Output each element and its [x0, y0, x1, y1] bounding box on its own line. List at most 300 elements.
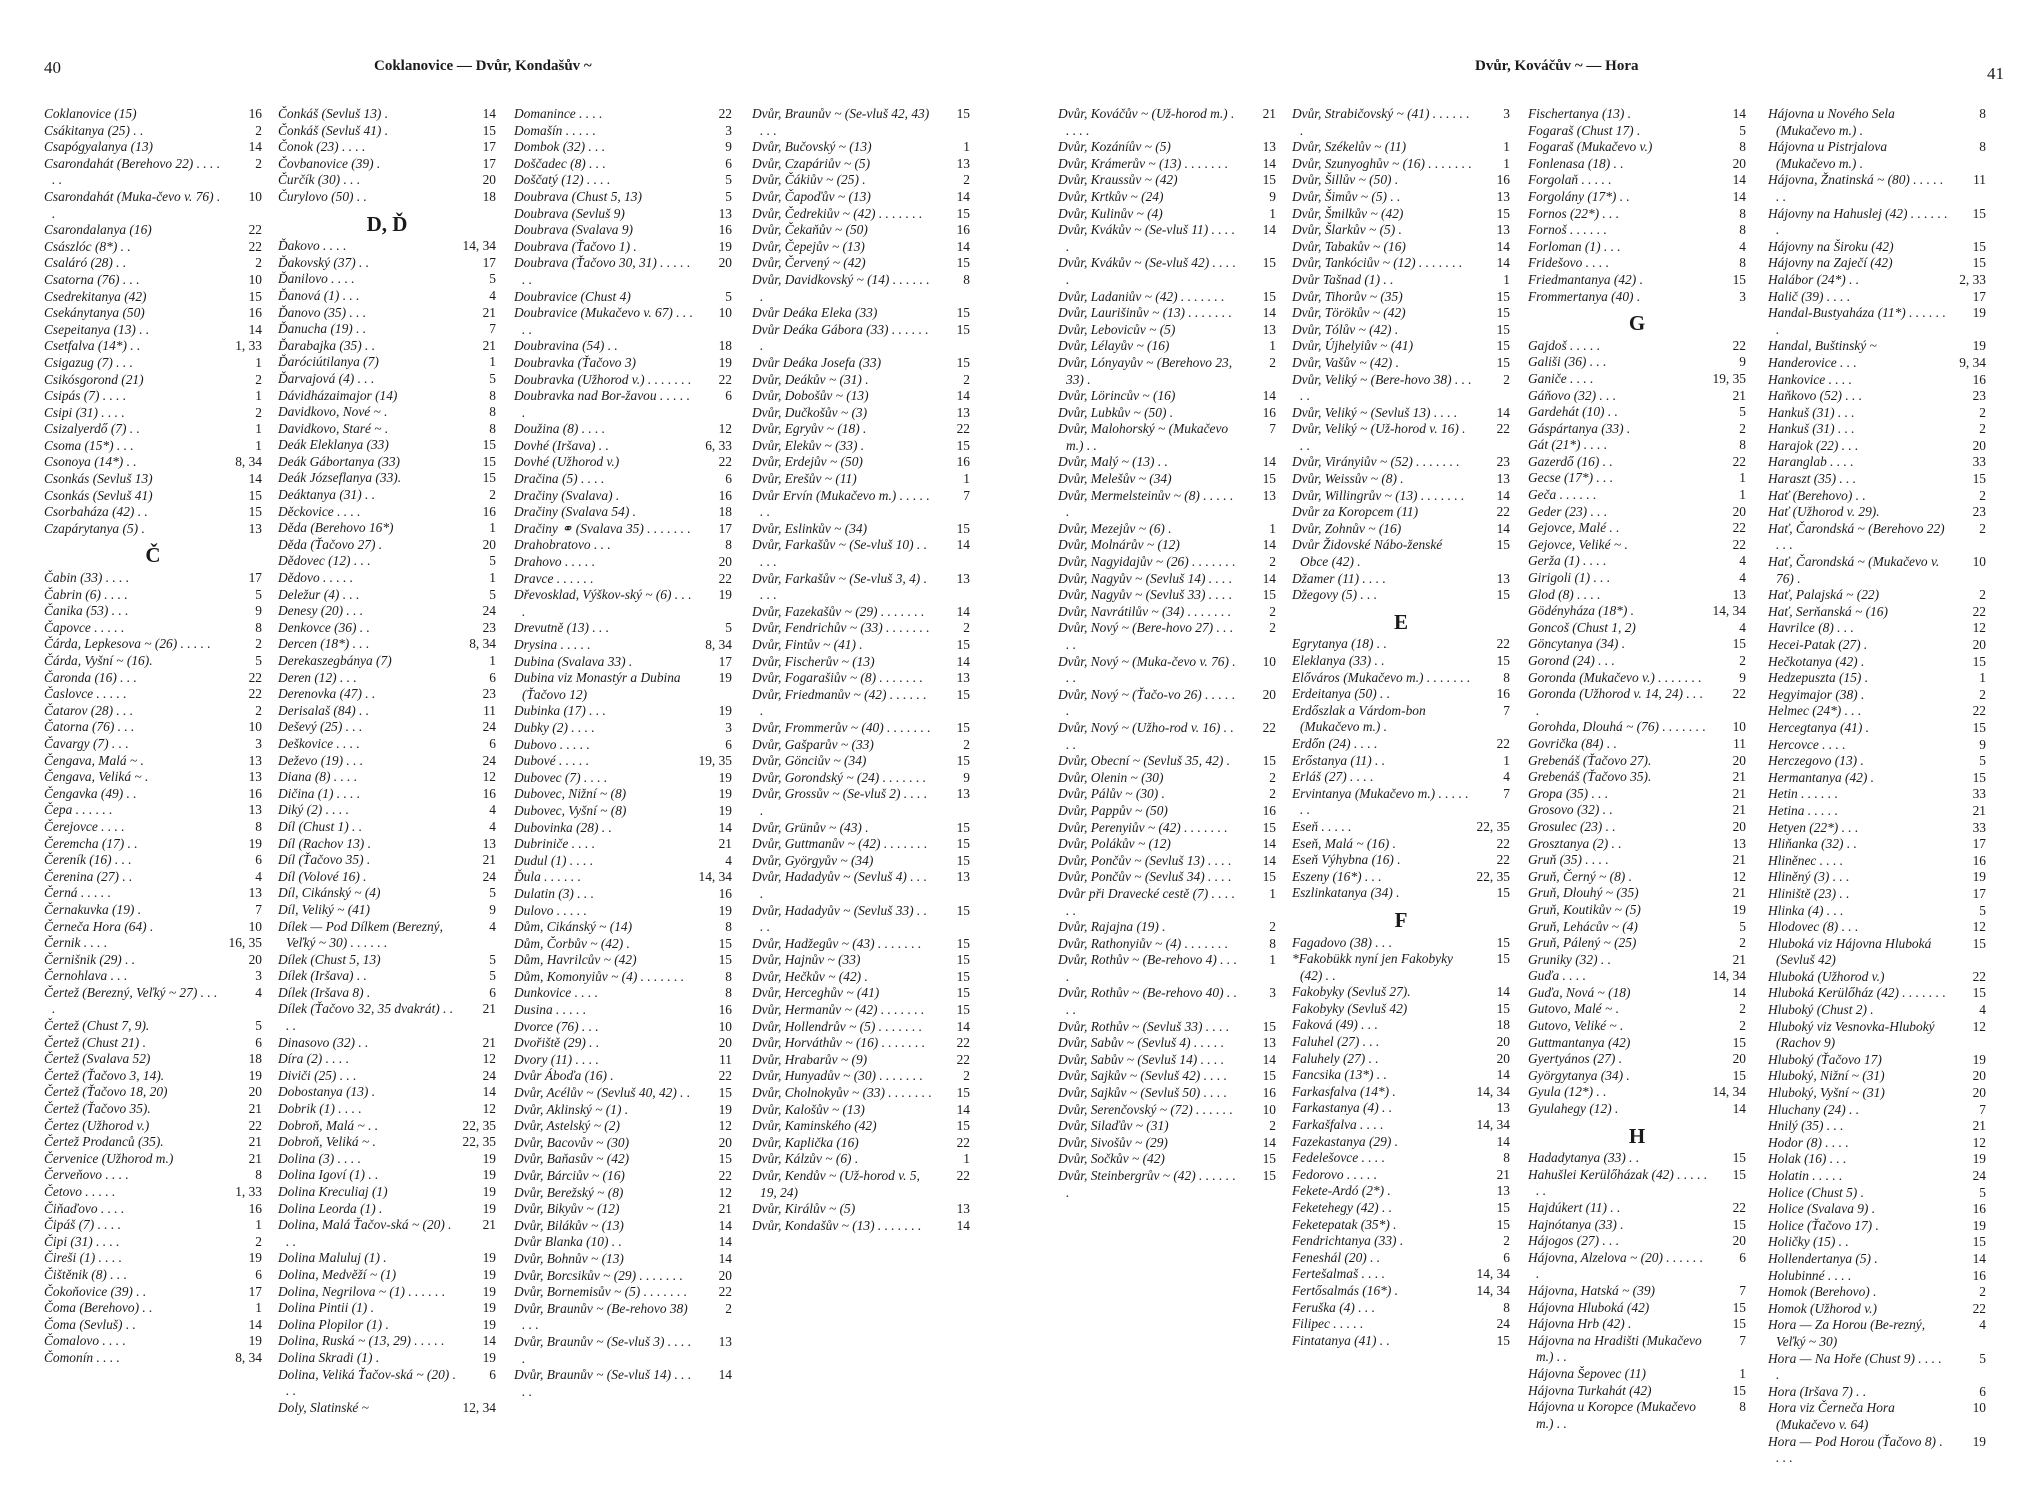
entry-place-name: Feneshál (20) . . — [1292, 1249, 1381, 1265]
entry-place-name: Dvůr, Šmilkův ~ (42) — [1292, 205, 1404, 221]
entry-place-name: Čertež (Berezný, Veľký ~ 27) . . . . — [44, 984, 218, 1017]
index-entry — [1058, 786, 1276, 803]
entry-place-name: Gorond (24) . . . — [1528, 653, 1615, 668]
entry-page-ref: 3 — [1269, 985, 1276, 1001]
entry-page-ref: 15 — [1732, 271, 1746, 287]
index-entry — [514, 720, 732, 737]
entry-page-ref: 1 — [489, 354, 496, 370]
entry-place-name: Čertež (Ťačovo 3, 14). — [44, 1067, 165, 1083]
entry-page-ref: 22 — [956, 421, 970, 437]
index-entry — [1292, 189, 1510, 206]
entry-page-ref: 21 — [1972, 1118, 1986, 1134]
entry-place-name: Fancsika (13*) . . — [1292, 1067, 1387, 1083]
entry-place-name: Hlodovec (8) . . . — [1768, 919, 1859, 935]
entry-place-name: Dům, Čorbův ~ (42) . — [514, 935, 630, 951]
entry-page-ref: 8 — [1503, 1299, 1510, 1315]
entry-place-name: Čištěnik (8) . . . — [44, 1266, 127, 1282]
index-entry — [1292, 935, 1510, 952]
entry-place-name: Dvůr, Molnárův ~ (12) — [1058, 537, 1180, 553]
entry-page-ref: 20 — [1732, 818, 1746, 834]
entry-place-name: Čonkáš (Sevluš 41) . — [278, 122, 389, 138]
index-entry — [44, 769, 262, 786]
entry-place-name: Dolina, Malá Ťačov-ská ~ (20) . . . — [278, 1217, 452, 1249]
index-entry — [514, 869, 732, 886]
index-entry — [44, 123, 262, 140]
entry-page-ref: 8 — [963, 271, 970, 287]
entry-place-name: Csepeitanya (13) . . — [44, 321, 150, 337]
entry-page-ref: 15 — [1972, 985, 1986, 1001]
index-entry — [1528, 487, 1746, 504]
entry-place-name: Goronda (Mukačevo v.) . . . . . . . — [1528, 669, 1702, 685]
entry-place-name: Goncoš (Chust 1, 2) — [1528, 619, 1636, 635]
entry-page-ref: 17 — [482, 155, 496, 171]
entry-place-name: Hájovna Hluboká (42) — [1528, 1299, 1650, 1315]
entry-place-name: Dvůr, Acélův ~ (Sevluš 40, 42) . . — [514, 1085, 691, 1101]
entry-page-ref: 15 — [1732, 1166, 1746, 1182]
entry-page-ref: 19 — [1972, 869, 1986, 885]
entry-page-ref: 4 — [1503, 769, 1510, 785]
entry-place-name: Hájovny na Hahuslej (42) . . . . . . . — [1768, 205, 1948, 238]
entry-page-ref: 5 — [489, 885, 496, 901]
index-entry — [278, 271, 496, 288]
right-running-head: Dvůr, Kováčův ~ — Hora — [1475, 58, 1639, 74]
entry-page-ref: 15 — [956, 935, 970, 951]
entry-page-ref: 15 — [1972, 935, 1986, 951]
index-entry — [514, 637, 732, 654]
entry-page-ref: 21 — [248, 1134, 262, 1150]
entry-page-ref: 15 — [1496, 288, 1510, 304]
index-entry — [278, 952, 496, 969]
entry-page-ref: 24 — [1496, 1316, 1510, 1332]
index-entry — [44, 106, 262, 123]
entry-page-ref: 1 — [1503, 155, 1510, 171]
index-entry — [278, 819, 496, 836]
index-entry — [1528, 1250, 1746, 1283]
entry-page-ref: 6 — [725, 388, 732, 404]
entry-place-name: Dvůr, Willingrův ~ (13) . . . . . . . — [1292, 487, 1465, 503]
index-entry — [752, 654, 970, 671]
index-entry — [1528, 106, 1746, 123]
entry-place-name: Fakobyky (Sevluš 27). — [1292, 984, 1411, 1000]
entry-page-ref: 16 — [1262, 802, 1276, 818]
entry-place-name: Gyertyános (27) . — [1528, 1051, 1623, 1067]
entry-place-name: Hať, Čarondská ~ (Mukačevo v. 76) . — [1768, 554, 1940, 586]
index-entry — [278, 156, 496, 173]
index-entry — [278, 1184, 496, 1201]
entry-place-name: Gáspártanya (33) . — [1528, 420, 1631, 436]
index-entry — [1292, 106, 1510, 139]
entry-page-ref: 2 — [1269, 919, 1276, 935]
entry-page-ref: 19 — [482, 1200, 496, 1216]
entry-place-name: Dvůr, Kaplička (16) — [752, 1134, 859, 1150]
index-entry — [1058, 687, 1276, 720]
entry-place-name: Erdőn (24) . . . . — [1292, 735, 1378, 751]
entry-page-ref: 4 — [1979, 1317, 1986, 1333]
index-entry — [44, 454, 262, 471]
entry-page-ref: 9 — [1739, 669, 1746, 685]
entry-page-ref: 14 — [1262, 1051, 1276, 1067]
entry-place-name: Černakuvka (19) . — [44, 901, 142, 917]
entry-page-ref: 2 — [1269, 354, 1276, 370]
entry-place-name: Erdőszlak a Várdom-bon (Mukačevo m.) . — [1292, 702, 1426, 735]
entry-page-ref: 13 — [1262, 487, 1276, 503]
entry-place-name: Ďanovo (35) . . . — [278, 304, 367, 320]
index-entry — [44, 405, 262, 422]
index-entry — [1292, 1283, 1510, 1300]
entry-page-ref: 15 — [956, 1118, 970, 1134]
entry-place-name: Čertež (Ťačovo 18, 20) — [44, 1084, 168, 1100]
index-entry — [44, 670, 262, 687]
entry-page-ref: 1 — [1979, 670, 1986, 686]
index-entry — [278, 620, 496, 637]
entry-page-ref: 13 — [956, 155, 970, 171]
entry-place-name: Dobostanya (13) . — [278, 1084, 376, 1100]
entry-place-name: Čovbanovice (39) . — [278, 155, 381, 171]
index-entry — [1292, 769, 1510, 786]
entry-place-name: Hluboký (Ťačovo 17) — [1768, 1051, 1882, 1067]
entry-place-name: Dvůr, Strabičovský ~ (41) . . . . . . . — [1292, 106, 1470, 138]
entry-place-name: Dvůr, Fazekašův ~ (29) . . . . . . . — [752, 603, 925, 619]
index-entry — [278, 139, 496, 156]
entry-place-name: Čertež (Chust 21) . — [44, 1034, 146, 1050]
entry-page-ref: 15 — [1972, 205, 1986, 221]
entry-page-ref: 15 — [1972, 769, 1986, 785]
entry-place-name: Homok (Užhorod v.) — [1768, 1300, 1877, 1316]
entry-place-name: Holubinné . . . . — [1768, 1267, 1852, 1283]
index-entry — [44, 156, 262, 189]
entry-place-name: Gazerdő (16) . . — [1528, 453, 1613, 469]
entry-place-name: Forgolány (17*) . . — [1528, 188, 1630, 204]
index-entry — [1292, 1134, 1510, 1151]
entry-page-ref: 22 — [1732, 453, 1746, 469]
index-entry — [1768, 106, 1986, 139]
entry-page-ref: 15 — [956, 836, 970, 852]
entry-page-ref: 9 — [255, 603, 262, 619]
entry-page-ref: 15 — [1496, 1000, 1510, 1016]
entry-place-name: Eseň Výhybna (16) . — [1292, 852, 1401, 868]
entry-place-name: Gruň, Lehácův ~ (4) — [1528, 918, 1638, 934]
entry-page-ref: 8, 34 — [469, 636, 496, 652]
index-entry — [1768, 903, 1986, 920]
entry-page-ref: 10 — [248, 918, 262, 934]
entry-place-name: Dvůr, Braunův ~ (Se-vluš 3) . . . . . — [514, 1333, 692, 1366]
index-entry — [1768, 1019, 1986, 1052]
entry-place-name: Dům, Komonyiův ~ (4) . . . . . . . — [514, 968, 685, 984]
entry-place-name: Dombok (32) . . . — [514, 139, 606, 155]
entry-page-ref: 15 — [1732, 1067, 1746, 1083]
index-entry — [278, 653, 496, 670]
entry-place-name: Džegovy (5) . . . — [1292, 587, 1378, 603]
index-entry — [44, 1051, 262, 1068]
entry-page-ref: 14 — [1262, 305, 1276, 321]
index-entry — [514, 620, 732, 637]
entry-page-ref: 15 — [1496, 354, 1510, 370]
entry-page-ref: 22 — [1732, 337, 1746, 353]
index-entry — [278, 1035, 496, 1052]
entry-page-ref: 4 — [489, 802, 496, 818]
index-entry — [1292, 951, 1510, 984]
entry-place-name: Csonkás (Sevluš 13) — [44, 471, 153, 487]
entry-page-ref: 19 — [718, 587, 732, 603]
entry-page-ref: 10 — [718, 1018, 732, 1034]
entry-page-ref: 22, 35 — [1476, 868, 1510, 884]
entry-place-name: Čonok (23) . . . . — [278, 139, 366, 155]
entry-place-name: Guttmantanya (42) — [1528, 1034, 1631, 1050]
entry-place-name: Fazekastanya (29) . — [1292, 1133, 1398, 1149]
entry-place-name: Halič (39) . . . . — [1768, 288, 1851, 304]
entry-place-name: Gruň, Pálený ~ (25) — [1528, 935, 1637, 951]
index-entry — [278, 404, 496, 421]
entry-place-name: Dobrik (1) . . . . — [278, 1101, 362, 1117]
entry-page-ref: 5 — [1979, 1184, 1986, 1200]
index-entry — [1058, 587, 1276, 604]
entry-page-ref: 16 — [248, 106, 262, 121]
index-entry — [1292, 172, 1510, 189]
entry-place-name: Čapovce . . . . . — [44, 619, 125, 635]
index-entry — [1292, 587, 1510, 604]
index-entry — [44, 1267, 262, 1284]
index-entry — [1528, 255, 1746, 272]
entry-page-ref: 15 — [1262, 255, 1276, 271]
entry-page-ref: 13 — [482, 835, 496, 851]
index-entry — [752, 604, 970, 621]
entry-page-ref: 6 — [489, 735, 496, 751]
entry-page-ref: 1 — [255, 1217, 262, 1233]
entry-place-name: Dračiny ⚭ (Svalava 35) . . . . . . . — [514, 520, 691, 536]
entry-page-ref: 15 — [482, 122, 496, 138]
entry-page-ref: 15 — [956, 354, 970, 370]
index-entry — [514, 1019, 732, 1036]
entry-place-name: Dvůr, Braunův ~ (Be-rehovo 38) . . . — [514, 1300, 688, 1333]
entry-place-name: Dvůr, Čepejův ~ (13) — [752, 238, 865, 254]
entry-page-ref: 13 — [718, 1333, 732, 1349]
index-entry — [44, 836, 262, 853]
entry-place-name: Derenovka (47) . . — [278, 686, 376, 702]
index-entry — [278, 1101, 496, 1118]
entry-page-ref: 1 — [255, 1300, 262, 1316]
entry-place-name: Dvůr, Szunyoghův ~ (16) . . . . . . . — [1292, 155, 1472, 171]
entry-place-name: Dvůr, Obecní ~ (Sevluš 35, 42) . — [1058, 753, 1230, 769]
entry-place-name: Goronda (Užhorod v. 14, 24) . . . . — [1528, 686, 1704, 718]
entry-page-ref: 7 — [1979, 1101, 1986, 1117]
index-entry — [44, 521, 262, 538]
entry-place-name: Halábor (24*) . . — [1768, 271, 1860, 287]
index-entry — [514, 106, 732, 123]
entry-place-name: Dvůr, Nový ~ (Muka-čevo v. 76) . . . — [1058, 653, 1236, 686]
entry-place-name: Csorbaháza (42) . . — [44, 504, 148, 520]
entry-place-name: Hať (Užhorod v. 29). — [1768, 504, 1880, 520]
index-entry — [514, 289, 732, 306]
index-entry — [278, 1134, 496, 1151]
entry-page-ref: 18 — [1496, 1017, 1510, 1033]
entry-page-ref: 2 — [963, 736, 970, 752]
entry-place-name: Csipi (31) . . . . — [44, 404, 125, 420]
entry-place-name: Dvůr, Malohorský ~ (Mukačevo m.) . . — [1058, 421, 1229, 453]
entry-place-name: Doubravice (Chust 4) — [514, 288, 631, 304]
index-entry — [44, 305, 262, 322]
entry-page-ref: 3 — [255, 968, 262, 984]
entry-place-name: Čiňaďovo . . . . — [44, 1200, 125, 1216]
index-entry — [1768, 1284, 1986, 1301]
index-entry — [44, 1201, 262, 1218]
index-entry — [1528, 222, 1746, 239]
index-entry — [44, 852, 262, 869]
entry-page-ref: 17 — [718, 520, 732, 536]
entry-place-name: Hluboký, Vyšní ~ (31) — [1768, 1085, 1885, 1101]
entry-page-ref: 15 — [482, 437, 496, 453]
entry-page-ref: 8 — [1739, 205, 1746, 221]
index-entry — [278, 172, 496, 189]
entry-place-name: Dvůr, Čapoďův ~ (13) — [752, 188, 871, 204]
entry-place-name: Györgytanya (34) . — [1528, 1067, 1630, 1083]
entry-place-name: Hecei-Patak (27) . — [1768, 637, 1868, 652]
index-entry — [1292, 355, 1510, 372]
entry-place-name: Dvůr, Pončův ~ (Sevluš 13) . . . . — [1058, 852, 1232, 868]
entry-place-name: Díl (Ťačovo 35) . — [278, 852, 371, 868]
index-entry — [514, 388, 732, 421]
entry-page-ref: 14 — [718, 1250, 732, 1266]
index-entry — [1292, 1266, 1510, 1283]
index-column — [1768, 106, 1986, 1467]
entry-place-name: Havrilce (8) . . . — [1768, 620, 1854, 636]
entry-page-ref: 19 — [482, 1349, 496, 1365]
entry-place-name: Gödényháza (18*) . — [1528, 603, 1634, 619]
index-entry — [1058, 1019, 1276, 1036]
entry-page-ref: 16 — [1972, 1201, 1986, 1217]
entry-place-name: Csoma (15*) . . . — [44, 437, 134, 453]
entry-page-ref: 5 — [255, 653, 262, 668]
entry-page-ref: 22 — [718, 1068, 732, 1084]
entry-place-name: Dravce . . . . . . — [514, 570, 594, 586]
index-entry — [1292, 471, 1510, 488]
entry-page-ref: 1 — [489, 570, 496, 586]
index-entry — [1292, 1200, 1510, 1217]
index-entry — [514, 1201, 732, 1218]
index-entry — [278, 305, 496, 322]
entry-place-name: Dvůr, Bárciův ~ (16) — [514, 1168, 625, 1183]
index-entry — [514, 703, 732, 720]
index-entry — [1528, 421, 1746, 438]
index-entry — [278, 985, 496, 1002]
entry-page-ref: 17 — [1972, 288, 1986, 304]
entry-place-name: Hegyimajor (38) . — [1768, 686, 1865, 702]
entry-place-name: Dvůr, Pálův ~ (30) . — [1058, 786, 1165, 802]
index-entry — [1528, 869, 1746, 886]
entry-place-name: Fedelešovce . . . . — [1292, 1150, 1385, 1166]
index-entry — [1292, 1183, 1510, 1200]
index-entry — [752, 222, 970, 239]
entry-place-name: Gejovce, Malé . . — [1528, 520, 1620, 536]
entry-page-ref: 13 — [248, 802, 262, 818]
entry-page-ref: 16 — [718, 885, 732, 901]
index-entry — [1058, 189, 1276, 206]
entry-page-ref: 14 — [1732, 1101, 1746, 1117]
index-entry — [1528, 454, 1746, 471]
entry-page-ref: 13 — [248, 769, 262, 785]
entry-page-ref: 21 — [482, 1034, 496, 1050]
entry-place-name: Dvůr, Pappův ~ (50) — [1058, 802, 1168, 818]
entry-place-name: Čertez (Užhorod v.) — [44, 1117, 150, 1133]
index-entry — [752, 438, 970, 455]
entry-place-name: Čurčík (30) . . . — [278, 172, 361, 188]
entry-page-ref: 14 — [1262, 537, 1276, 553]
index-entry — [278, 869, 496, 886]
entry-place-name: Dvůr, Steinbergrův ~ (42) . . . . . . . — [1058, 1168, 1236, 1200]
entry-page-ref: 3 — [725, 122, 732, 138]
index-entry — [44, 338, 262, 355]
index-entry — [44, 1317, 262, 1334]
index-entry — [44, 1234, 262, 1251]
index-entry — [44, 1250, 262, 1267]
entry-page-ref: 22 — [1496, 636, 1510, 652]
entry-page-ref: 20 — [1972, 437, 1986, 453]
index-entry — [44, 919, 262, 936]
entry-page-ref: 10 — [1972, 554, 1986, 570]
entry-page-ref: 18 — [482, 188, 496, 204]
index-entry — [1528, 686, 1746, 719]
entry-page-ref: 22 — [1496, 421, 1510, 437]
entry-page-ref: 7 — [1503, 702, 1510, 718]
entry-page-ref: 1 — [255, 354, 262, 370]
entry-place-name: Hora viz Černeča Hora (Mukačevo v. 64) — [1768, 1400, 1895, 1432]
entry-place-name: Dvůr Deáka Josefa (33) — [752, 354, 882, 370]
entry-place-name: Forloman (1) . . . — [1528, 238, 1621, 254]
entry-page-ref: 1 — [489, 520, 496, 536]
index-entry — [278, 636, 496, 653]
entry-place-name: Deák Gábortanya (33) — [278, 453, 400, 469]
entry-page-ref: 21 — [248, 1150, 262, 1166]
entry-page-ref: 14 — [956, 1101, 970, 1117]
entry-page-ref: 14 — [1496, 1133, 1510, 1149]
index-entry — [278, 321, 496, 338]
index-entry — [1058, 952, 1276, 985]
index-entry — [1768, 1168, 1986, 1185]
entry-place-name: Eleklanya (33) . . — [1292, 653, 1385, 668]
entry-place-name: Doubravina (54) . . — [514, 338, 618, 354]
entry-place-name: Dvůr, Šlarkův ~ (5) . — [1292, 222, 1402, 238]
entry-place-name: Dolina, Veliká Ťačov-ská ~ (20) . . . — [278, 1366, 456, 1399]
entry-page-ref: 16 — [1972, 852, 1986, 868]
index-entry — [514, 521, 732, 538]
index-entry — [278, 454, 496, 471]
index-entry — [1768, 421, 1986, 438]
entry-place-name: Doubrava (Sevluš 9) — [514, 205, 625, 221]
entry-page-ref: 20 — [482, 172, 496, 188]
entry-page-ref: 16 — [482, 785, 496, 801]
entry-place-name: Doščatý (12) . . . . — [514, 172, 611, 188]
entry-place-name: Dvůr, Sabův ~ (Sevluš 4) . . . . . — [1058, 1035, 1225, 1051]
entry-page-ref: 19 — [718, 1101, 732, 1117]
entry-place-name: Hluboký viz Vesnovka-Hluboký (Rachov 9) — [1768, 1018, 1935, 1051]
index-entry — [1768, 869, 1986, 886]
entry-page-ref: 15 — [1262, 587, 1276, 603]
entry-place-name: Dračina (5) . . . . — [514, 471, 605, 487]
entry-page-ref: 18 — [248, 1051, 262, 1067]
index-entry — [1528, 1300, 1746, 1317]
entry-place-name: Fogaraš (Mukačevo v.) — [1528, 139, 1653, 155]
index-entry — [752, 753, 970, 770]
entry-page-ref: 5 — [1979, 1350, 1986, 1366]
entry-page-ref: 2 — [1979, 1284, 1986, 1300]
index-entry — [1058, 803, 1276, 820]
entry-place-name: Dvůr, Lörincův ~ (16) — [1058, 388, 1176, 404]
entry-place-name: Deren (12) . . . — [278, 669, 357, 685]
entry-place-name: Dvůr, Farkašův ~ (Se-vluš 3, 4) . . . . — [752, 570, 927, 603]
entry-place-name: Čoma (Sevluš) . . — [44, 1316, 136, 1332]
entry-page-ref: 19 — [482, 1300, 496, 1316]
entry-page-ref: 15 — [248, 288, 262, 304]
entry-page-ref: 14 — [1262, 570, 1276, 586]
